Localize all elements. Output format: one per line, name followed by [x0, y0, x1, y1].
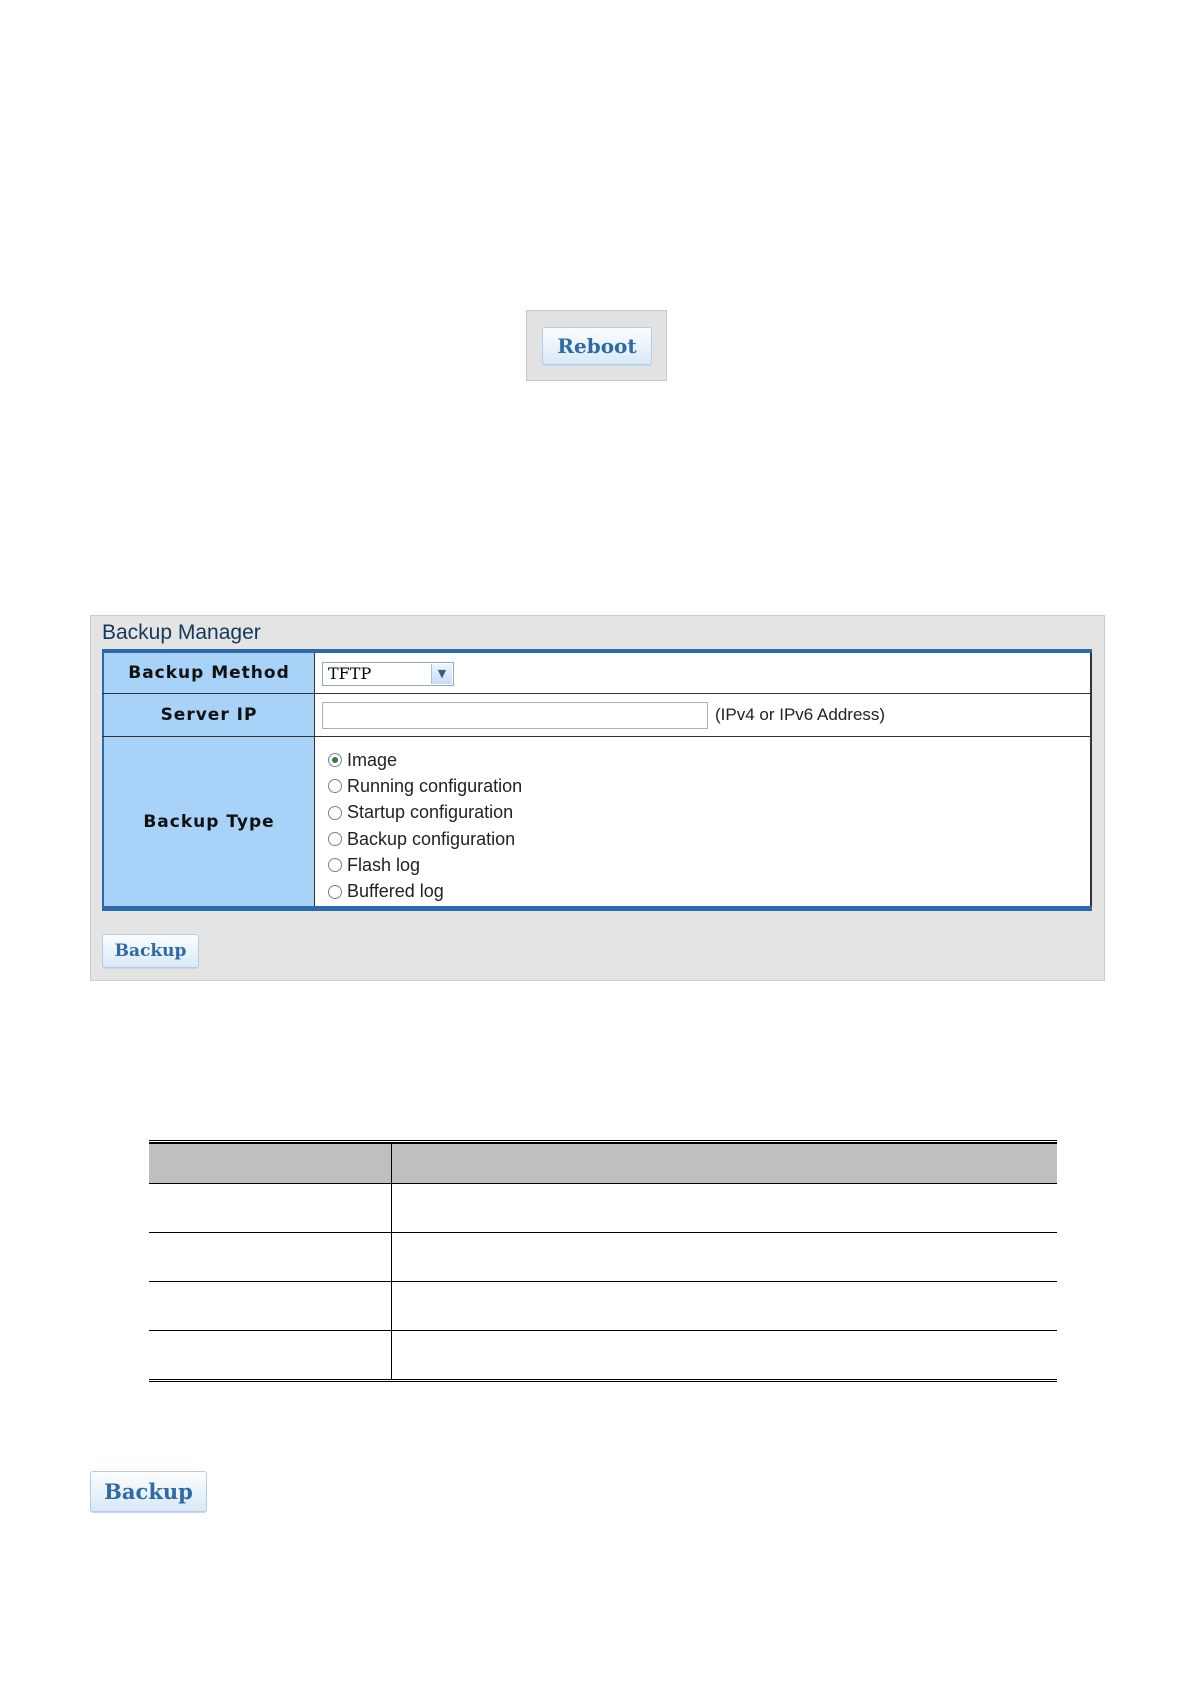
backup-method-row [102, 653, 1092, 694]
server-ip-cell [315, 694, 1092, 736]
backup-manager-title: Backup Manager [102, 621, 261, 644]
table-header-cell [149, 1144, 392, 1183]
backup-type-option-label: Startup configuration [347, 802, 514, 823]
backup-type-radio-group [328, 747, 522, 905]
table-header-cell [392, 1144, 1057, 1183]
server-ip-hint: (IPv4 or IPv6 Address) [715, 705, 886, 724]
backup-type-option-label: Image [347, 749, 398, 770]
table-cell [149, 1184, 392, 1232]
backup-type-option-flash-log[interactable] [328, 852, 522, 878]
server-ip-input[interactable] [322, 702, 708, 729]
table-row [149, 1232, 1057, 1281]
backup-type-option-running-config[interactable] [328, 773, 522, 799]
backup-button[interactable]: Backup [102, 934, 199, 968]
backup-type-cell [315, 737, 1092, 906]
backup-method-value: TFTP [328, 664, 372, 683]
table-cell [149, 1331, 392, 1379]
radio-button[interactable] [328, 753, 342, 767]
table-cell [392, 1233, 1057, 1281]
backup-type-option-label: Backup configuration [347, 828, 516, 849]
server-ip-row [102, 694, 1092, 737]
backup-manager-table [102, 649, 1092, 911]
table-row [149, 1330, 1057, 1379]
backup-method-cell [315, 653, 1092, 693]
radio-button[interactable] [328, 858, 342, 872]
radio-button[interactable] [328, 779, 342, 793]
backup-button-large[interactable]: Backup [90, 1471, 207, 1512]
table-cell [149, 1282, 392, 1330]
backup-type-row [102, 737, 1092, 906]
table-cell [392, 1282, 1057, 1330]
backup-type-option-startup-config[interactable] [328, 800, 522, 826]
backup-method-label: Backup Method [102, 653, 315, 693]
backup-type-label: Backup Type [102, 737, 315, 906]
backup-type-option-label: Running configuration [347, 775, 523, 796]
backup-type-option-image[interactable] [328, 747, 522, 773]
radio-button[interactable] [328, 832, 342, 846]
table-cell [392, 1331, 1057, 1379]
backup-method-select[interactable] [322, 662, 454, 686]
reboot-button[interactable]: Reboot [542, 327, 652, 365]
table-cell [392, 1184, 1057, 1232]
table-cell [149, 1233, 392, 1281]
radio-button[interactable] [328, 806, 342, 820]
parameter-table [149, 1140, 1057, 1382]
reboot-panel [526, 310, 667, 381]
table-header-row [149, 1143, 1057, 1183]
backup-type-option-label: Flash log [347, 854, 421, 875]
backup-type-option-backup-config[interactable] [328, 826, 522, 852]
chevron-down-icon[interactable]: ▼ [431, 664, 452, 684]
server-ip-label: Server IP [102, 694, 315, 736]
backup-type-option-label: Buffered log [347, 881, 444, 902]
table-row [149, 1183, 1057, 1232]
backup-type-option-buffered-log[interactable] [328, 878, 522, 904]
table-row [149, 1281, 1057, 1330]
radio-button[interactable] [328, 885, 342, 899]
backup-manager-panel [90, 615, 1105, 981]
